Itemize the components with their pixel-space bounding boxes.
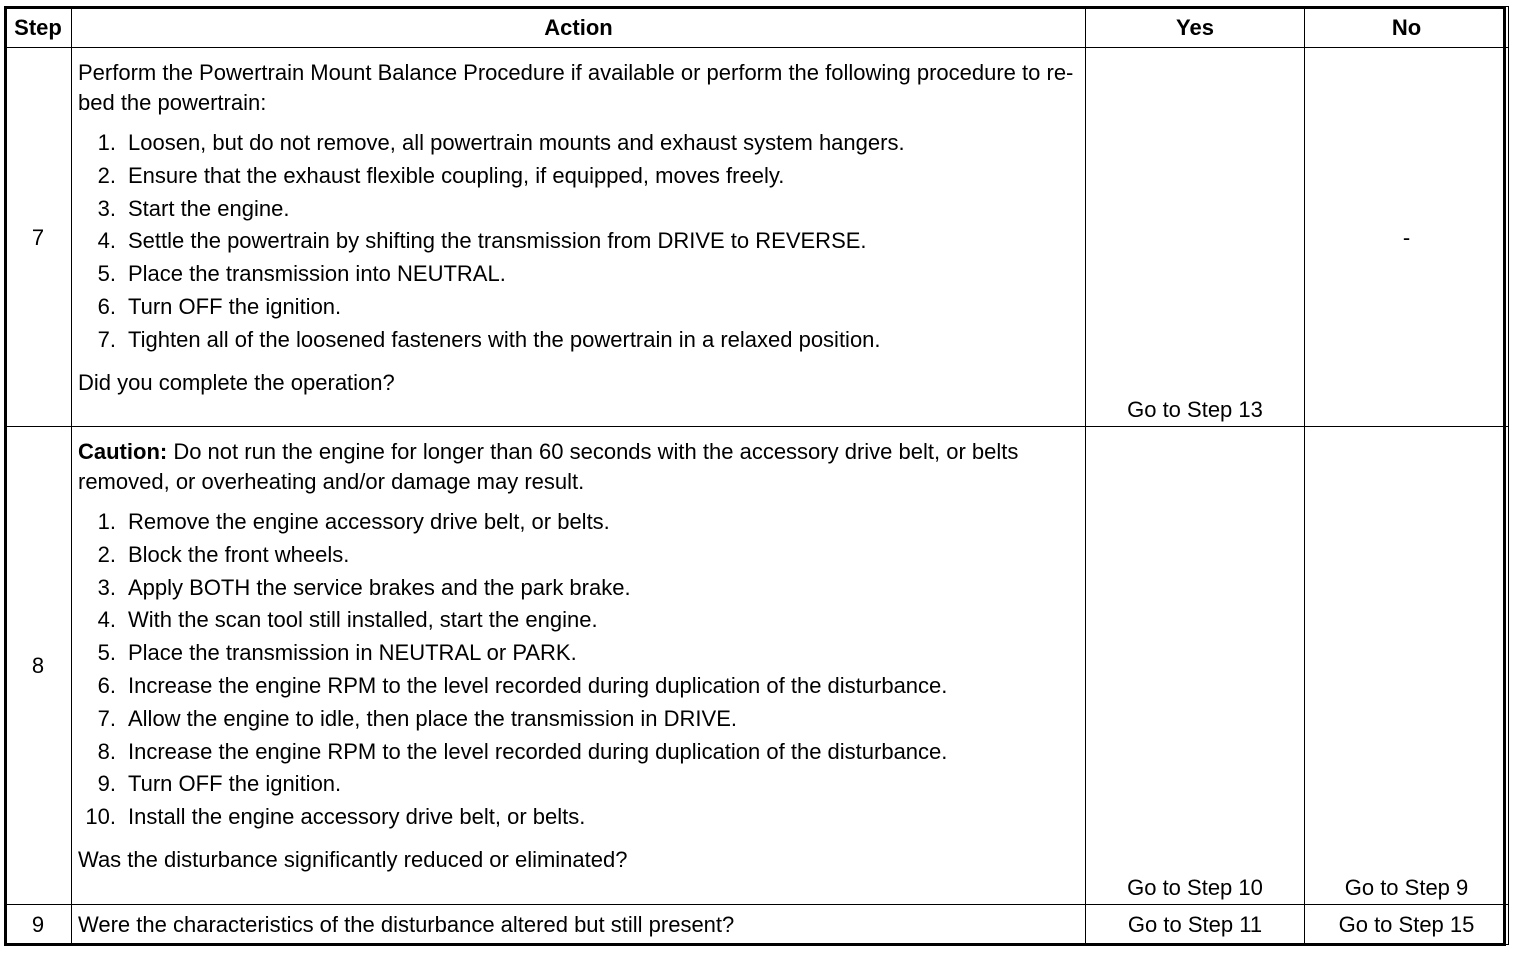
step-number: 8 <box>5 427 72 905</box>
list-item: 7. Allow the engine to idle, then place the transmission in DRIVE. <box>97 705 737 731</box>
yes-cell: Go to Step 13 <box>1086 48 1305 427</box>
header-no: No <box>1305 7 1509 48</box>
header-action: Action <box>72 7 1086 48</box>
action-question: Was the disturbance significantly reduced or eliminated? <box>78 846 628 872</box>
list-item: 10. Install the engine accessory drive belt, or belts. <box>85 804 586 830</box>
list-item: 1. Loosen, but do not remove, all powertrain mounts and exhaust system hangers. <box>97 130 905 155</box>
list-item: 5. Place the transmission into NEUTRAL. <box>97 261 506 287</box>
step-number: 7 <box>5 48 72 427</box>
list-item: 2. Ensure that the exhaust flexible coupling, if equipped, moves freely. <box>97 162 785 188</box>
header-step: Step <box>5 7 72 48</box>
list-item: 6. Turn OFF the ignition. <box>97 293 342 319</box>
action-intro: Perform the Powertrain Mount Balance Procedure if available or perform the following procedure to re-bed the powertrain: <box>78 60 1074 115</box>
list-item: 4. With the scan tool still installed, start the engine. <box>97 607 598 633</box>
list-item: 6. Increase the engine RPM to the level recorded during duplication of the disturbance. <box>97 672 948 698</box>
no-cell: Go to Step 9 <box>1305 427 1509 905</box>
yes-cell: Go to Step 10 <box>1086 427 1305 905</box>
list-item: 7. Tighten all of the loosened fasteners with the powertrain in a relaxed position. <box>97 326 881 352</box>
list-item: 1. Remove the engine accessory drive belt, or belts. <box>97 509 610 534</box>
header-yes: Yes <box>1086 7 1305 48</box>
list-item: 4. Settle the powertrain by shifting the transmission from DRIVE to REVERSE. <box>97 228 867 254</box>
no-cell: - <box>1305 48 1509 427</box>
caution-text: Do not run the engine for longer than 60 seconds with the accessory drive belt, or belts removed, or overheating and/or damage may result. <box>78 439 1019 494</box>
step-number: 9 <box>5 905 72 945</box>
list-item: 3. Start the engine. <box>97 195 290 221</box>
no-cell: Go to Step 15 <box>1305 905 1509 945</box>
list-item: 3. Apply BOTH the service brakes and the park brake. <box>97 574 631 600</box>
list-item: 2. Block the front wheels. <box>97 541 350 567</box>
caution-label: Caution: <box>78 439 168 464</box>
list-item: 9. Turn OFF the ignition. <box>97 771 342 797</box>
list-item: 8. Increase the engine RPM to the level recorded during duplication of the disturbance. <box>97 738 948 764</box>
action-question: Were the characteristics of the disturbance altered but still present? <box>72 905 1086 945</box>
table-border <box>4 6 1506 946</box>
yes-cell: Go to Step 11 <box>1086 905 1305 945</box>
list-item: 5. Place the transmission in NEUTRAL or PARK. <box>97 640 577 666</box>
action-question: Did you complete the operation? <box>78 369 395 395</box>
